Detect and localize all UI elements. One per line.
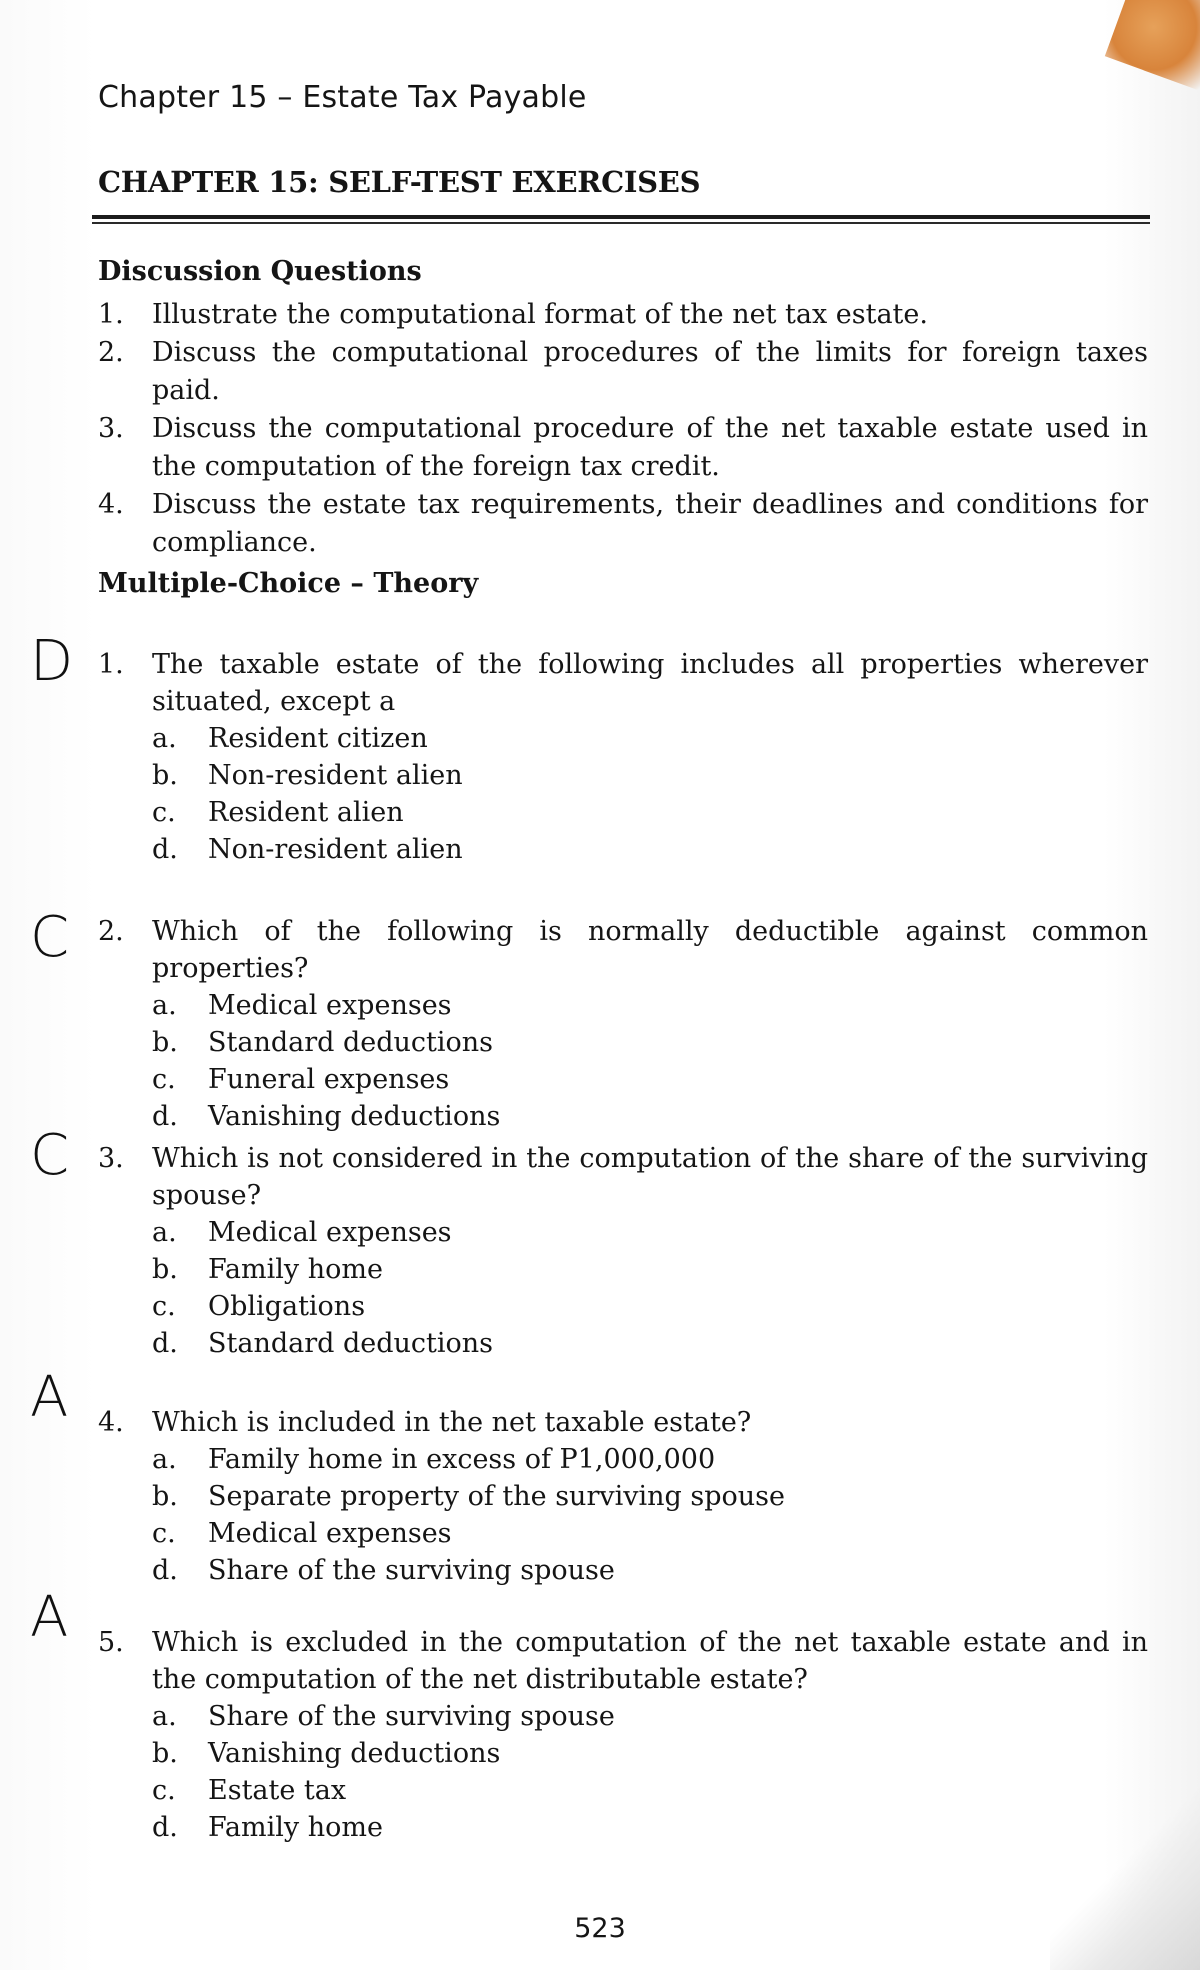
answer-choice (98, 1552, 1148, 1589)
discussion-item (98, 486, 1148, 562)
answer-choice (98, 720, 1148, 757)
answer-choice (98, 1098, 1148, 1135)
answer-choice (98, 1024, 1148, 1061)
answer-choice (98, 1325, 1148, 1362)
discussion-item (98, 410, 1148, 486)
thumb-shadow-decoration (1105, 0, 1200, 97)
question-text: Which is included in the net taxable estate? (152, 1407, 752, 1438)
choice-letter: a. (152, 1217, 177, 1248)
choice-letter: c. (152, 1775, 176, 1806)
answer-choice (98, 1515, 1148, 1552)
answer-choice (98, 1809, 1148, 1846)
discussion-item-text: Discuss the estate tax requirements, their deadlines and conditions for compliance. (152, 489, 1148, 558)
answer-choice (98, 1214, 1148, 1251)
discussion-list (98, 296, 1148, 562)
answer-choice (98, 1698, 1148, 1735)
question-number: 3. (98, 1143, 124, 1174)
answer-choice (98, 987, 1148, 1024)
choice-text: Separate property of the surviving spouse (208, 1481, 786, 1512)
choice-text: Standard deductions (208, 1328, 494, 1359)
mcq-question (98, 1404, 1148, 1589)
choice-text: Share of the surviving spouse (208, 1555, 615, 1586)
answer-choice (98, 1772, 1148, 1809)
choice-text: Share of the surviving spouse (208, 1701, 615, 1732)
title-rule-thin (92, 222, 1150, 224)
handwritten-answer-mark: A (30, 1365, 69, 1430)
discussion-item-number: 1. (98, 299, 124, 330)
handwritten-answer-mark: A (30, 1585, 69, 1650)
choice-letter: b. (152, 1254, 178, 1285)
page-number: 523 (574, 1913, 626, 1944)
running-header: Chapter 15 – Estate Tax Payable (98, 80, 587, 115)
choice-letter: c. (152, 1291, 176, 1322)
choice-text: Non-resident alien (208, 834, 463, 865)
mcq-question (98, 1624, 1148, 1846)
choice-letter: d. (152, 1812, 178, 1843)
choice-letter: d. (152, 1101, 178, 1132)
answer-choice (98, 1251, 1148, 1288)
question-stem (98, 1404, 1148, 1441)
title-rule-thick (92, 215, 1150, 219)
answer-choice (98, 757, 1148, 794)
choice-text: Obligations (208, 1291, 366, 1322)
choice-letter: d. (152, 834, 178, 865)
choice-text: Medical expenses (208, 990, 452, 1021)
choice-text: Medical expenses (208, 1518, 452, 1549)
question-number: 1. (98, 649, 124, 680)
choice-text: Vanishing deductions (208, 1738, 501, 1769)
answer-choice (98, 1288, 1148, 1325)
choice-text: Family home (208, 1812, 383, 1843)
discussion-item-text: Illustrate the computational format of the net tax estate. (152, 299, 928, 330)
choice-letter: a. (152, 723, 177, 754)
choice-letter: b. (152, 760, 178, 791)
mcq-question (98, 913, 1148, 1135)
choice-letter: b. (152, 1481, 178, 1512)
choice-letter: a. (152, 1701, 177, 1732)
discussion-item-number: 3. (98, 413, 124, 444)
discussion-item-number: 2. (98, 337, 124, 368)
choice-letter: c. (152, 1518, 176, 1549)
choice-text: Estate tax (208, 1775, 347, 1806)
discussion-item-number: 4. (98, 489, 124, 520)
discussion-item (98, 334, 1148, 410)
answer-choice (98, 794, 1148, 831)
answer-choice (98, 1441, 1148, 1478)
handwritten-answer-mark: D (30, 629, 74, 694)
question-number: 4. (98, 1407, 124, 1438)
answer-choice (98, 1735, 1148, 1772)
question-text: Which is excluded in the computation of the net taxable estate and in the computation of the net distributable estate? (152, 1627, 1148, 1695)
choice-text: Standard deductions (208, 1027, 494, 1058)
choice-text: Family home in excess of P1,000,000 (208, 1444, 716, 1475)
choice-letter: c. (152, 797, 176, 828)
question-text: Which is not considered in the computation of the share of the surviving spouse? (152, 1143, 1148, 1211)
choice-text: Resident alien (208, 797, 404, 828)
question-stem (98, 913, 1148, 987)
choice-letter: b. (152, 1027, 178, 1058)
question-stem (98, 1624, 1148, 1698)
handwritten-answer-mark: C (30, 1123, 70, 1188)
answer-choice (98, 1478, 1148, 1515)
mcq-question (98, 1140, 1148, 1362)
question-text: Which of the following is normally deductible against common properties? (152, 916, 1148, 984)
multiple-choice-heading: Multiple-Choice – Theory (98, 568, 479, 599)
question-stem (98, 1140, 1148, 1214)
answer-choice (98, 1061, 1148, 1098)
choice-letter: a. (152, 990, 177, 1021)
choice-letter: a. (152, 1444, 177, 1475)
question-text: The taxable estate of the following includes all properties wherever situated, except a (152, 649, 1148, 717)
choice-text: Funeral expenses (208, 1064, 450, 1095)
choice-text: Vanishing deductions (208, 1101, 501, 1132)
question-number: 2. (98, 916, 124, 947)
discussion-item-text: Discuss the computational procedure of the net taxable estate used in the computation of the foreign tax credit. (152, 413, 1148, 482)
question-number: 5. (98, 1627, 124, 1658)
choice-letter: d. (152, 1328, 178, 1359)
question-stem (98, 646, 1148, 720)
handwritten-answer-mark: C (30, 905, 70, 970)
answer-choice (98, 831, 1148, 868)
choice-text: Resident citizen (208, 723, 428, 754)
discussion-item (98, 296, 1148, 334)
discussion-heading: Discussion Questions (98, 256, 422, 287)
choice-letter: c. (152, 1064, 176, 1095)
choice-text: Medical expenses (208, 1217, 452, 1248)
choice-text: Family home (208, 1254, 383, 1285)
choice-letter: d. (152, 1555, 178, 1586)
chapter-title: CHAPTER 15: SELF-TEST EXERCISES (98, 165, 701, 199)
mcq-question (98, 646, 1148, 868)
choice-letter: b. (152, 1738, 178, 1769)
discussion-item-text: Discuss the computational procedures of the limits for foreign taxes paid. (152, 337, 1148, 406)
choice-text: Non-resident alien (208, 760, 463, 791)
